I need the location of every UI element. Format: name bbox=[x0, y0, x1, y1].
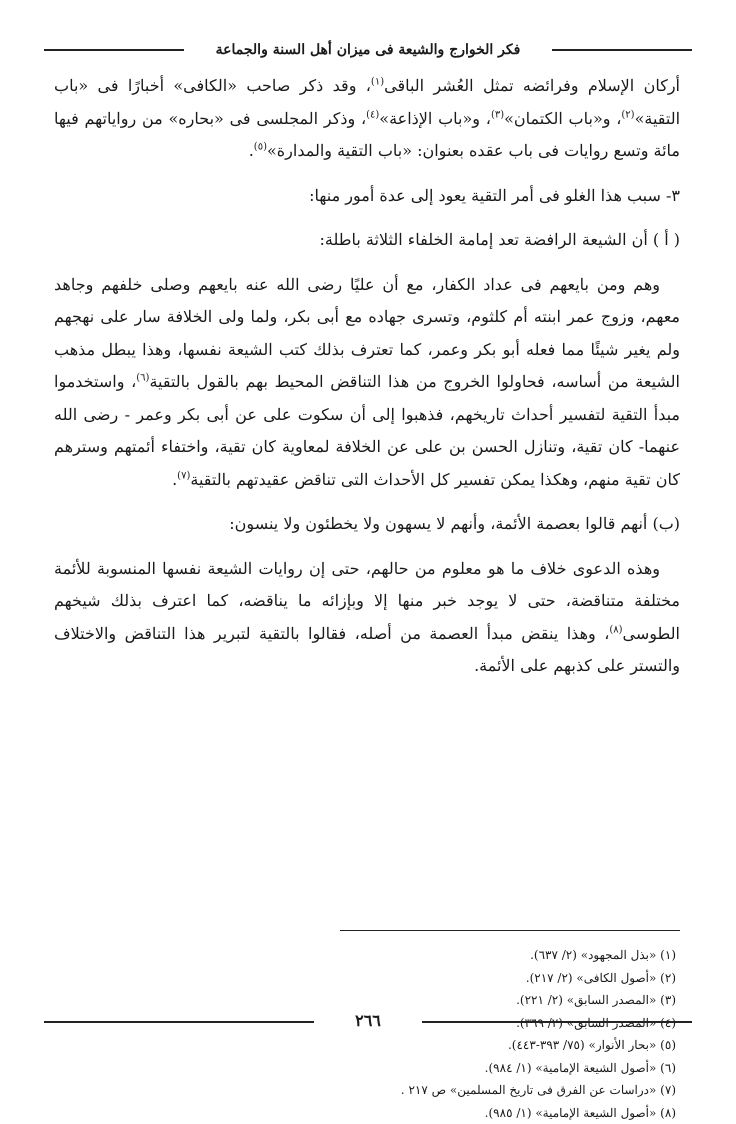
footnote-marker: (٨) bbox=[609, 624, 622, 635]
footnote: (٥) «بحار الأنوار» (٧٥/ ٣٩٣-٤٤٣). bbox=[60, 1034, 676, 1057]
footnote-marker: (٣) bbox=[491, 109, 504, 120]
footnote-marker: (٦) bbox=[136, 373, 149, 384]
footnote-marker: (٢) bbox=[621, 109, 634, 120]
running-header-title: فكر الخوارج والشيعة فى ميزان أهل السنة والجماعة bbox=[44, 38, 692, 62]
footnotes-list bbox=[60, 944, 676, 1124]
paragraph-2: وهم ومن بايعهم فى عداد الكفار، مع أن عليًا رضى الله عنه بايعهم وصلى خلفهم وجاهد معهم، وزوج عمر ابنته أم كلثوم، وتسرى جهاده مع أبى بكر، ولما ولى الخلافة سار على نهجهم ولم يغير شيئًا مما فعله أبو بكر وعمر، كما تعترف بذلك كتب الشيعة نفسها، وهذا يبطل مذهب الشيعة من أساسه، فحاولوا الخروج من هذا التناقض المحيط بهم بالقول بالتقية$^{(٦)}$، واستخدموا مبدأ التقية لتفسير أحداث تاريخهم، فذهبوا إلى أن سكوت على عن أبى بكر وعمر - رضى الله عنهما- كان تقية، وتنازل الحسن بن على عن الخلافة لمعاوية كان تقية، واختفاء أئمتهم وسترهم كان تقية منهم، وهكذا يمكن تفسير كل الأحداث التى تناقض عقيدتهم بالتقية$^{(٧)}$. bbox=[54, 269, 680, 497]
footnote-separator bbox=[340, 930, 680, 931]
footnote-marker: (٥) bbox=[254, 142, 267, 153]
subheading-a: ( أ ) أن الشيعة الرافضة تعد إمامة الخلفاء الثلاثة باطلة: bbox=[54, 224, 680, 257]
footnote: (٢) «أصول الكافى» (٢/ ٢١٧). bbox=[60, 967, 676, 990]
header-rule-right bbox=[552, 49, 692, 51]
page-footer bbox=[44, 1010, 692, 1032]
footnote: (٦) «أصول الشيعة الإمامية» (١/ ٩٨٤). bbox=[60, 1057, 676, 1080]
footnote: (١) «بذل المجهود» (٢/ ٦٣٧). bbox=[60, 944, 676, 967]
main-text bbox=[54, 70, 680, 695]
footnote: (٧) «دراسات عن الفرق فى تاريخ المسلمين» ص ٢١٧ . bbox=[60, 1079, 676, 1102]
footnote: (٣) «المصدر السابق» (٢/ ٢٢١). bbox=[60, 989, 676, 1012]
page-number: ٢٦٦ bbox=[44, 1010, 692, 1032]
paragraph-1: أركان الإسلام وفرائضه تمثل العُشر الباقى$^{(١)}$، وقد ذكر صاحب «الكافى» أخبارًا فى «باب التقية»$^{(٢)}$، و«باب الكتمان»$^{(٣)}$، و«باب الإذاعة»$^{(٤)}$، وذكر المجلسى فى «بحاره» من رواياتهم فيها مائة وتسع روايات فى باب عقده بعنوان: «باب التقية والمدارة»$^{(٥)}$. bbox=[54, 70, 680, 168]
footnote: (٨) «أصول الشيعة الإمامية» (١/ ٩٨٥). bbox=[60, 1102, 676, 1124]
subheading-b: (ب) أنهم قالوا بعصمة الأئمة، وأنهم لا يسهون ولا يخطئون ولا ينسون: bbox=[54, 508, 680, 541]
footnote: (٤) «المصدر السابق» (٢/ ٣٦٩). bbox=[60, 1012, 676, 1035]
footer-rule-right bbox=[422, 1021, 692, 1023]
section-heading: ٣- سبب هذا الغلو فى أمر التقية يعود إلى عدة أمور منها: bbox=[54, 180, 680, 213]
footnote-marker: (١) bbox=[371, 77, 384, 88]
paragraph-3: وهذه الدعوى خلاف ما هو معلوم من حالهم، حتى إن روايات الشيعة نفسها المنسوبة للأئمة مختلفة متناقضة، حتى لا يوجد خبر منها إلا وبإزائه ما يناقضه، كما اعترف بذلك شيخهم الطوسى$^{(٨)}$، وهذا ينقض مبدأ العصمة من أصله، فقالوا بالتقية لتبرير هذا التناقض والاختلاف والتستر على كذبهم على الأئمة. bbox=[54, 553, 680, 683]
footnote-marker: (٧) bbox=[177, 470, 190, 481]
running-header bbox=[44, 38, 692, 62]
footnote-marker: (٤) bbox=[366, 109, 379, 120]
